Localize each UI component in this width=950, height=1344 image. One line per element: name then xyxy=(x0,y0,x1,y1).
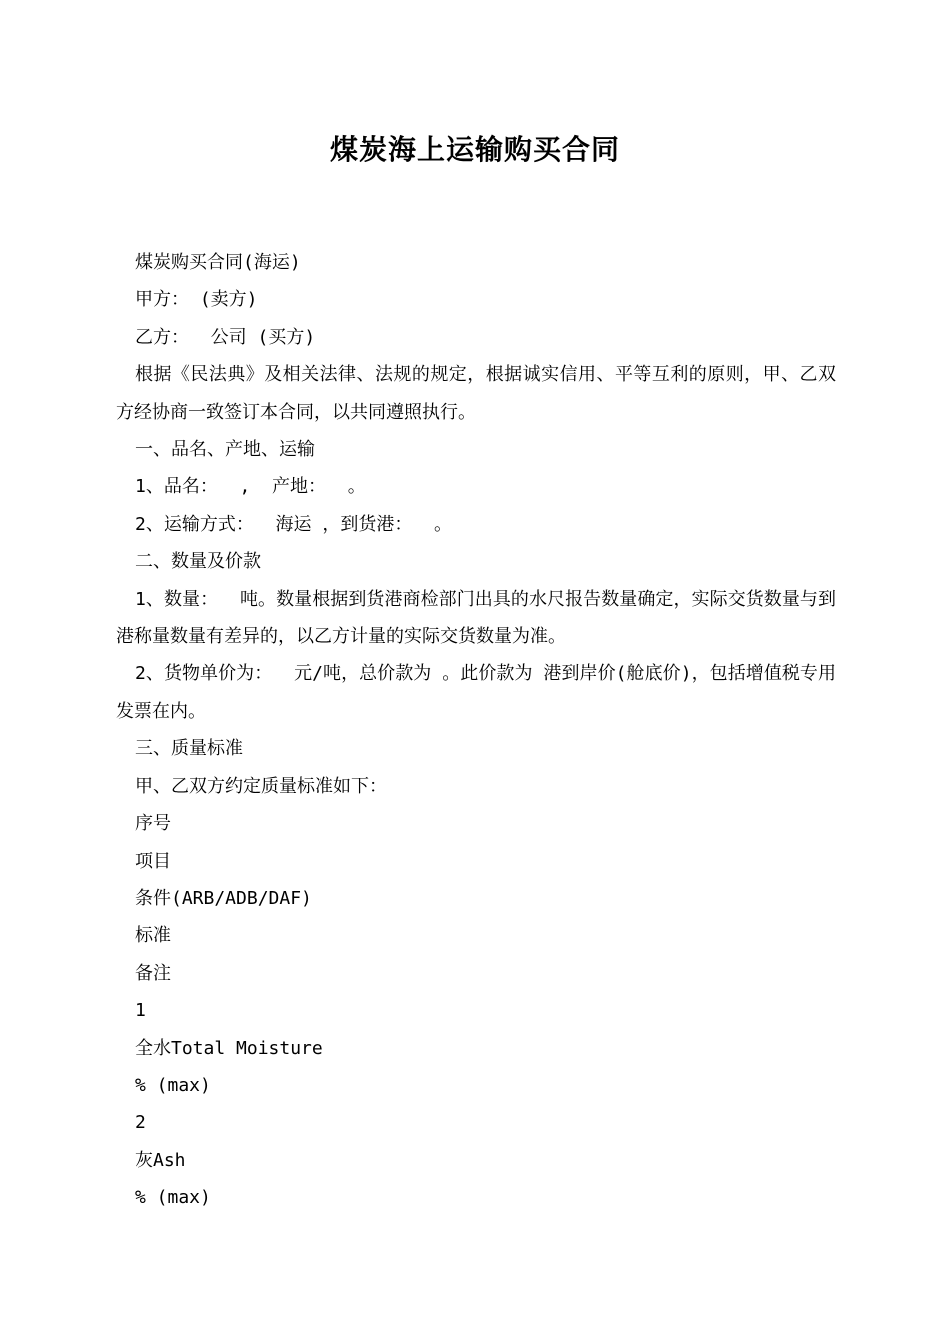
paragraph-quality-intro: 甲、乙双方约定质量标准如下： xyxy=(135,775,387,797)
paragraph-preamble: 根据《民法典》及相关法律、法规的规定，根据诚实信用、平等互利的原则，甲、乙双方经协商一致签订本合同，以共同遵照执行。 xyxy=(116,364,836,423)
paragraph-party-a: 甲方： (卖方) xyxy=(135,289,258,311)
list-item: 序号 xyxy=(135,813,171,835)
paragraph-buyer-contract: 煤炭购买合同(海运) xyxy=(135,252,301,273)
paragraph-quantity: 1、数量： 吨。数量根据到货港商检部门出具的水尺报告数量确定，实际交货数量与到港称量数量有差异的，以乙方计量的实际交货数量为准。 xyxy=(116,588,836,648)
section-heading-3: 三、质量标准 xyxy=(135,738,243,760)
paragraph-transport: 2、运输方式： 海运 ，到货港： 。 xyxy=(135,513,453,535)
section-heading-2: 二、数量及价款 xyxy=(135,551,261,573)
list-item: % (max) xyxy=(135,1187,211,1209)
document-body xyxy=(116,244,836,1217)
paragraph-unit-price: 2、货物单价为： 元/吨，总价款为 。此价款为 港到岸价(舱底价)，包括增值税专用发票在内。 xyxy=(116,663,836,722)
document-title: 煤炭海上运输购买合同 xyxy=(329,133,620,166)
list-item: 2 xyxy=(135,1112,146,1134)
section-heading-1: 一、品名、产地、运输 xyxy=(135,439,315,461)
list-item: 1 xyxy=(135,1000,146,1022)
paragraph-product-name: 1、品名： , 产地： 。 xyxy=(135,476,366,498)
list-item: 全水Total Moisture xyxy=(135,1037,323,1059)
paragraph-party-b: 乙方： 公司 (买方) xyxy=(135,326,316,348)
list-item: 条件(ARB/ADB/DAF) xyxy=(135,887,312,909)
list-item: % (max) xyxy=(135,1074,211,1096)
list-item: 灰Ash xyxy=(135,1149,186,1171)
list-item: 备注 xyxy=(135,962,171,984)
list-item: 项目 xyxy=(135,850,171,872)
list-item: 标准 xyxy=(135,925,171,947)
